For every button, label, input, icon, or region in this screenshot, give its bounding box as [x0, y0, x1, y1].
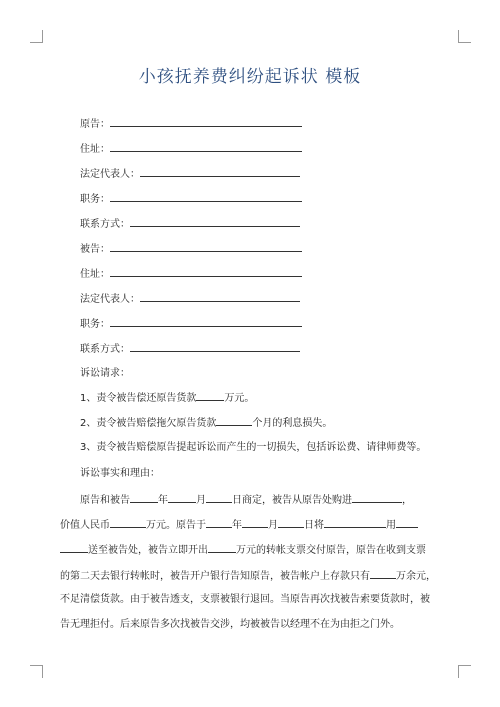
plaintiff-label: 原告：: [80, 119, 110, 130]
facts-line-4: [60, 569, 436, 583]
facts-4-text-a: 的第二天去银行转帐时，被告开户银行告知原告，被告帐户上存款只有: [60, 571, 370, 582]
transport-blank[interactable]: [396, 518, 418, 528]
claim-1-text: 1、责令被告偿还原告货款: [80, 393, 197, 404]
facts-2-text-f: 用: [386, 520, 396, 531]
facts-1-text-a: 原告和被告: [80, 495, 130, 506]
defendant-legal-rep-label: 法定代表人：: [80, 294, 140, 305]
plaintiff-legal-rep-label: 法定代表人：: [80, 169, 140, 180]
defendant-contact-label: 联系方式：: [80, 344, 130, 355]
claim-item-3: 3、责令被告赔偿原告提起诉讼而产生的一切损失，包括诉讼费、请律师费等。: [80, 442, 427, 453]
plaintiff-position-label: 职务：: [80, 194, 110, 205]
year-blank-2[interactable]: [206, 518, 232, 528]
facts-2-year: 年: [232, 520, 242, 531]
defendant-legal-rep-field: [80, 292, 300, 306]
plaintiff-position-blank[interactable]: [110, 192, 302, 202]
facts-line-1: [80, 493, 412, 507]
corner-mark-top-right: [458, 30, 471, 43]
claim-2-blank[interactable]: [216, 416, 252, 426]
defendant-address-label: 住址：: [80, 269, 110, 280]
check-amount-blank[interactable]: [208, 543, 236, 553]
claim-item-1: [80, 391, 254, 405]
plaintiff-blank[interactable]: [110, 117, 302, 127]
claims-heading: 诉讼请求：: [80, 368, 130, 379]
defendant-position-field: [80, 317, 302, 331]
value-blank[interactable]: [110, 518, 146, 528]
plaintiff-position-field: [80, 192, 302, 206]
facts-2-text-b: 万元。原告于: [146, 520, 206, 531]
plaintiff-contact-label: 联系方式：: [80, 219, 130, 230]
facts-3-text-a: 送至被告处，被告立即开出: [88, 545, 208, 556]
claim-1-blank[interactable]: [196, 391, 224, 401]
defendant-position-blank[interactable]: [110, 317, 302, 327]
day-blank-1[interactable]: [206, 493, 232, 503]
facts-heading: 诉讼事实和理由：: [80, 468, 160, 479]
defendant-contact-blank[interactable]: [130, 342, 300, 352]
plaintiff-legal-rep-field: [80, 167, 300, 181]
year-blank-1[interactable]: [130, 493, 158, 503]
plaintiff-legal-rep-blank[interactable]: [140, 167, 300, 177]
plaintiff-field: [80, 117, 302, 131]
facts-line-6: 告无理拒付。后来原告多次找被告交涉，均被被告以经理不在为由拒之门外。: [60, 619, 400, 630]
document-title: 小孩抚养费纠纷起诉状 模板: [138, 67, 362, 87]
defendant-address-field: [80, 267, 302, 281]
facts-4-text-b: 万余元，: [396, 571, 436, 582]
goods-blank-2[interactable]: [324, 518, 386, 528]
facts-1-comma: ，: [402, 495, 412, 506]
plaintiff-address-label: 住址：: [80, 144, 110, 155]
balance-blank[interactable]: [370, 569, 396, 579]
defendant-field: [80, 242, 302, 256]
claim-2-unit: 个月的利息损失。: [252, 418, 333, 429]
corner-mark-bottom-right: [458, 665, 471, 678]
month-blank-1[interactable]: [168, 493, 196, 503]
plaintiff-address-blank[interactable]: [110, 142, 302, 152]
facts-line-3: [60, 543, 426, 557]
defendant-position-label: 职务：: [80, 319, 110, 330]
transport-blank-cont[interactable]: [60, 543, 88, 553]
facts-1-text-d: 日商定，被告从原告处购进: [232, 495, 352, 506]
facts-1-month: 月: [196, 495, 206, 506]
facts-2-month: 月: [268, 520, 278, 531]
month-blank-2[interactable]: [242, 518, 268, 528]
defendant-contact-field: [80, 342, 300, 356]
claim-2-text: 2、责令被告赔偿拖欠原告货款: [80, 418, 217, 429]
facts-3-text-b: 万元的转帐支票交付原告，原告在收到支票: [236, 545, 426, 556]
facts-line-5: 不足清偿货款。由于被告透支，支票被银行退回。当原告再次找被告索要货款时，被: [60, 594, 430, 605]
defendant-label: 被告：: [80, 244, 110, 255]
claim-1-unit: 万元。: [224, 393, 255, 404]
plaintiff-contact-field: [80, 217, 300, 231]
plaintiff-address-field: [80, 142, 302, 156]
facts-2-text-e: 日将: [304, 520, 324, 531]
facts-line-2: [60, 518, 418, 532]
defendant-blank[interactable]: [110, 242, 302, 252]
day-blank-2[interactable]: [278, 518, 304, 528]
defendant-legal-rep-blank[interactable]: [140, 292, 300, 302]
plaintiff-contact-blank[interactable]: [130, 217, 300, 227]
defendant-address-blank[interactable]: [110, 267, 302, 277]
claim-item-2: [80, 416, 332, 430]
corner-mark-top-left: [30, 30, 43, 43]
corner-mark-bottom-left: [30, 665, 43, 678]
goods-blank[interactable]: [352, 493, 402, 503]
facts-1-year: 年: [158, 495, 168, 506]
facts-2-text-a: 价值人民币: [60, 520, 110, 531]
